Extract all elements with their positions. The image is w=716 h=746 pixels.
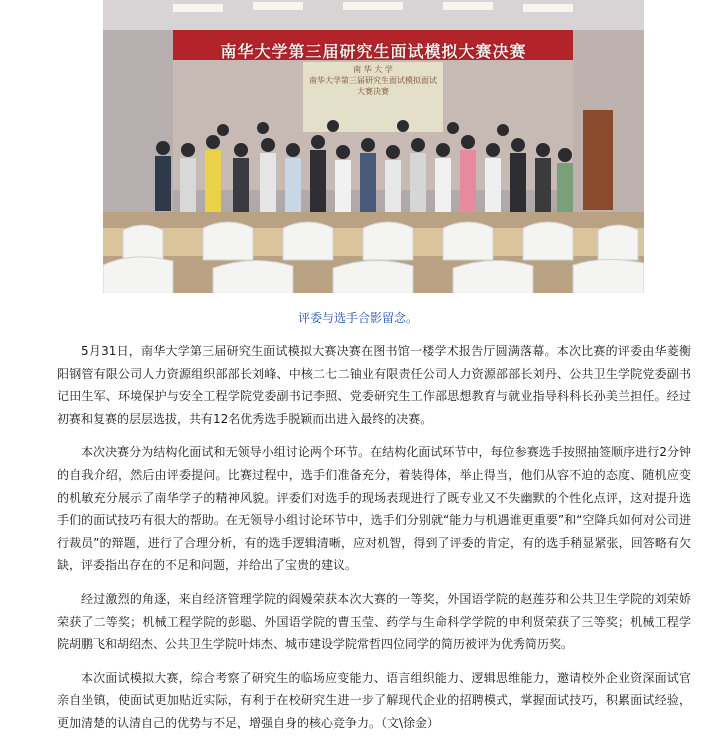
screen-line-2: 南华大学第三届研究生面试模拟面试: [309, 76, 437, 85]
group-photo: [103, 0, 644, 293]
photo-caption: 评委与选手合影留念。: [297, 311, 418, 325]
paragraph: 本次决赛分为结构化面试和无领导小组讨论两个环节。在结构化面试环节中，每位参赛选手按照抽签顺序进行2分钟的自我介绍，然后由评委提问。比赛过程中，选手们准备充分，着装得体，举止得当，他们从容不迫的态度、随机应变的机敏充分展示了南华学子的精神风貌。评委们对选手的现场表现进行了既专业又不失幽默的个性化点评，这对提升选手们的面试技巧有很大的帮助。在无领导小组讨论环节中，选手们分别就“能力与机遇谁更重要”和“空降兵如何对公司进行裁员”的辩题，进行了合理分析，有的选手逻辑清晰，应对机智，得到了评委的肯定，有的选手稍显紧张，回答略有欠缺，评委指出存在的不足和问题，并给出了宝贵的建议。: [57, 445, 691, 573]
paragraph: 本次面试模拟大赛，综合考察了研究生的临场应变能力、语言组织能力、逻辑思维能力，邀请校外企业资深面试官亲自坐镇，使面试更加贴近实际，有利于在校研究生进一步了解现代企业的招聘模式，掌握面试技巧，积累面试经验，更加清楚的认清自己的优势与不足，增强自身的核心竞争力。（文\徐金）: [57, 670, 691, 730]
banner-text: 南华大学第三届研究生面试模拟大赛决赛: [220, 42, 527, 61]
paragraph: 5月31日，南华大学第三届研究生面试模拟大赛决赛在图书馆一楼学术报告厅圆满落幕。本次比赛的评委由华菱衡阳钢管有限公司人力资源组织部部长刘峰、中核二七二铀业有限责任公司人力资源部部长刘丹、公共卫生学院党委副书记田生军、环境保护与安全工程学院党委副书记李照、党委研究生工作部思想教育与就业指导科科长孙美兰担任。经过初赛和复赛的层层选拔，共有12名优秀选手脱颖而出进入最终的决赛。: [57, 344, 691, 426]
screen-line-1: 南 华 大 学: [353, 65, 393, 74]
paragraph: 经过激烈的角逐，来自经济管理学院的阎嫚荣获本次大赛的一等奖，外国语学院的赵莲芬和公共卫生学院的刘荣娇荣获了二等奖；机械工程学院的彭聪、外国语学院的曹玉莹、药学与生命科学学院的申利贤荣获了三等奖；机械工程学院胡鹏飞和胡绍杰、公共卫生学院叶炜杰、城市建设学院常哲四位同学的简历被评为优秀简历奖。: [57, 591, 691, 652]
article-body: [57, 340, 691, 746]
screen-text: [303, 64, 443, 97]
screen-line-3: 大赛决赛: [357, 87, 389, 96]
